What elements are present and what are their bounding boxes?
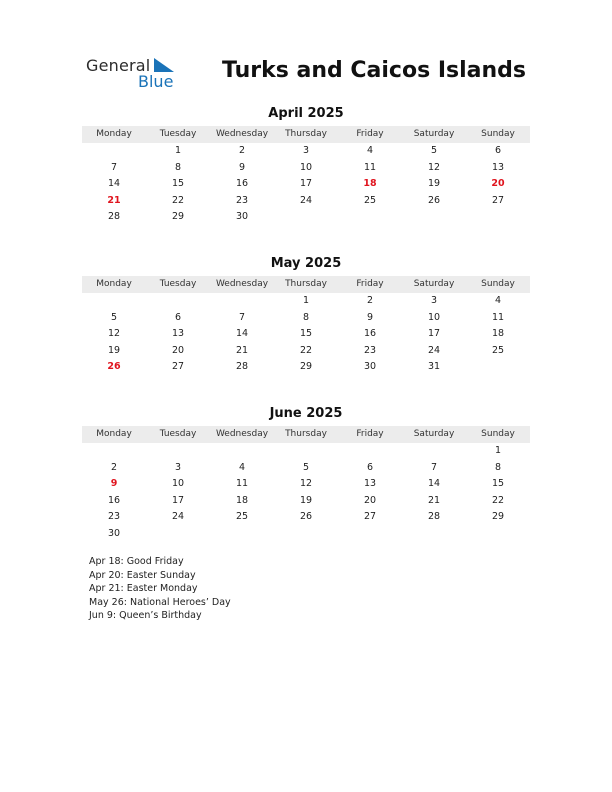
page-title: Turks and Caicos Islands [221,58,526,83]
day-cell [466,359,530,376]
holiday-item: Jun 9: Queen’s Birthday [89,610,202,621]
weekday-label: Sunday [481,279,515,289]
day-cell [146,293,210,310]
day-cell: 27 [363,511,377,523]
day-cell: 11 [363,161,377,173]
day-cell: 14 [427,478,441,490]
holiday-day-cell: 21 [107,194,121,206]
holiday-day-cell: 20 [491,178,505,190]
day-cell [210,526,274,543]
day-cell: 23 [107,511,121,523]
week-row [82,443,530,460]
week-row [82,193,530,210]
weekday-header [82,276,530,293]
day-cell: 21 [235,344,249,356]
day-cell: 30 [107,527,121,539]
day-cell: 18 [491,328,505,340]
weekday-header [82,126,530,143]
week-row [82,176,530,193]
weekday-label: Wednesday [215,429,269,439]
day-cell: 18 [235,494,249,506]
weekday-label: Tuesday [159,129,197,139]
day-cell: 14 [107,178,121,190]
day-cell: 24 [299,194,313,206]
day-cell: 13 [363,478,377,490]
weeks-grid [82,143,530,226]
day-cell: 26 [427,194,441,206]
day-cell: 15 [299,328,313,340]
week-row [82,343,530,360]
day-cell: 19 [107,344,121,356]
day-cell: 6 [366,461,374,473]
weekday-label: Tuesday [159,429,197,439]
holiday-item: Apr 21: Easter Monday [89,583,198,594]
weekday-label: Saturday [413,129,455,139]
day-cell: 12 [299,478,313,490]
day-cell: 5 [302,461,310,473]
day-cell [274,209,338,226]
day-cell: 3 [430,295,438,306]
holiday-item: May 26: National Heroes’ Day [89,596,231,608]
day-cell [466,209,530,226]
weekday-label: Saturday [413,429,455,439]
day-cell: 23 [235,194,249,206]
day-cell [466,526,530,543]
day-cell: 15 [171,178,185,190]
day-cell: 14 [235,328,249,340]
weekday-label: Sunday [481,429,515,439]
week-row [82,359,530,376]
weekday-label: Monday [96,429,132,439]
week-row [82,143,530,160]
logo-word-blue: Blue [138,72,174,91]
day-cell: 17 [171,494,185,506]
day-cell: 4 [494,295,502,306]
day-cell: 10 [171,478,185,490]
day-cell [82,443,146,460]
day-cell: 29 [171,211,185,223]
day-cell: 22 [491,494,505,506]
day-cell: 25 [363,194,377,206]
day-cell: 8 [494,461,502,473]
day-cell: 16 [107,494,121,506]
day-cell: 16 [363,328,377,340]
day-cell: 6 [494,145,502,156]
month-title: May 2025 [270,256,342,271]
day-cell: 25 [491,344,505,356]
weekday-label: Thursday [285,279,327,289]
day-cell [402,209,466,226]
day-cell [274,526,338,543]
week-row [82,460,530,477]
week-row [82,209,530,226]
day-cell: 1 [174,145,182,156]
month-calendar-april [82,105,530,226]
week-row [82,476,530,493]
day-cell: 3 [174,461,182,473]
day-cell: 2 [366,295,374,306]
day-cell: 29 [299,361,313,373]
weekday-label: Friday [356,429,384,439]
holiday-item: Apr 20: Easter Sunday [89,569,196,581]
day-cell: 1 [302,295,310,306]
day-cell: 21 [427,494,441,506]
day-cell [210,293,274,310]
weekday-label: Friday [356,129,384,139]
day-cell: 5 [110,311,118,323]
holiday-day-cell: 9 [110,478,118,490]
week-row [82,293,530,310]
weekday-label: Monday [96,279,132,289]
day-cell: 6 [174,311,182,323]
day-cell: 2 [110,461,118,473]
week-row [82,493,530,510]
day-cell: 9 [238,161,246,173]
day-cell: 24 [427,344,441,356]
day-cell: 11 [491,311,505,323]
month-calendar-june [82,405,530,543]
day-cell: 26 [299,511,313,523]
holiday-day-cell: 26 [107,361,121,373]
day-cell: 8 [174,161,182,173]
day-cell: 28 [107,211,121,223]
day-cell: 15 [491,478,505,490]
week-row [82,310,530,327]
day-cell: 2 [238,145,246,156]
weekday-label: Friday [356,279,384,289]
day-cell [274,443,338,460]
weekday-label: Wednesday [215,279,269,289]
day-cell [338,443,402,460]
day-cell: 17 [299,178,313,190]
holiday-list [89,555,231,623]
week-row [82,326,530,343]
weekday-header [82,426,530,443]
day-cell: 30 [235,211,249,223]
holiday-day-cell: 18 [363,178,377,190]
day-cell: 16 [235,178,249,190]
day-cell [146,526,210,543]
day-cell [338,209,402,226]
day-cell [210,443,274,460]
day-cell: 11 [235,478,249,490]
day-cell: 31 [427,361,441,373]
day-cell: 27 [171,361,185,373]
day-cell: 1 [494,445,502,456]
day-cell: 7 [430,461,438,473]
week-row [82,526,530,543]
day-cell: 10 [299,161,313,173]
week-row [82,509,530,526]
day-cell: 8 [302,311,310,323]
day-cell: 9 [366,311,374,323]
day-cell [402,526,466,543]
logo-word-general: General [86,56,151,75]
day-cell: 7 [110,161,118,173]
weeks-grid [82,293,530,376]
day-cell [146,443,210,460]
generalblue-logo [86,56,186,92]
day-cell: 3 [302,145,310,156]
day-cell: 27 [491,194,505,206]
day-cell: 22 [299,344,313,356]
day-cell [402,443,466,460]
day-cell: 29 [491,511,505,523]
day-cell: 22 [171,194,185,206]
weekday-label: Saturday [413,279,455,289]
day-cell [82,143,146,160]
weekday-label: Thursday [285,429,327,439]
weekday-label: Wednesday [215,129,269,139]
day-cell: 7 [238,311,246,323]
day-cell: 12 [427,161,441,173]
day-cell: 10 [427,311,441,323]
day-cell: 25 [235,511,249,523]
day-cell: 19 [299,494,313,506]
day-cell: 19 [427,178,441,190]
weekday-label: Sunday [481,129,515,139]
day-cell: 13 [171,328,185,340]
day-cell: 4 [238,461,246,473]
day-cell: 28 [427,511,441,523]
day-cell: 24 [171,511,185,523]
day-cell: 23 [363,344,377,356]
day-cell: 20 [363,494,377,506]
day-cell: 28 [235,361,249,373]
month-calendar-may [82,255,530,376]
day-cell [338,526,402,543]
weekday-label: Thursday [285,129,327,139]
weeks-grid [82,443,530,543]
day-cell: 5 [430,145,438,156]
weekday-label: Monday [96,129,132,139]
day-cell: 12 [107,328,121,340]
month-title: June 2025 [269,406,343,421]
week-row [82,160,530,177]
weekday-label: Tuesday [159,279,197,289]
holiday-item: Apr 18: Good Friday [89,556,184,567]
day-cell: 30 [363,361,377,373]
day-cell: 17 [427,328,441,340]
month-title: April 2025 [268,106,344,121]
day-cell [82,293,146,310]
day-cell: 4 [366,145,374,156]
day-cell: 20 [171,344,185,356]
day-cell: 13 [491,161,505,173]
